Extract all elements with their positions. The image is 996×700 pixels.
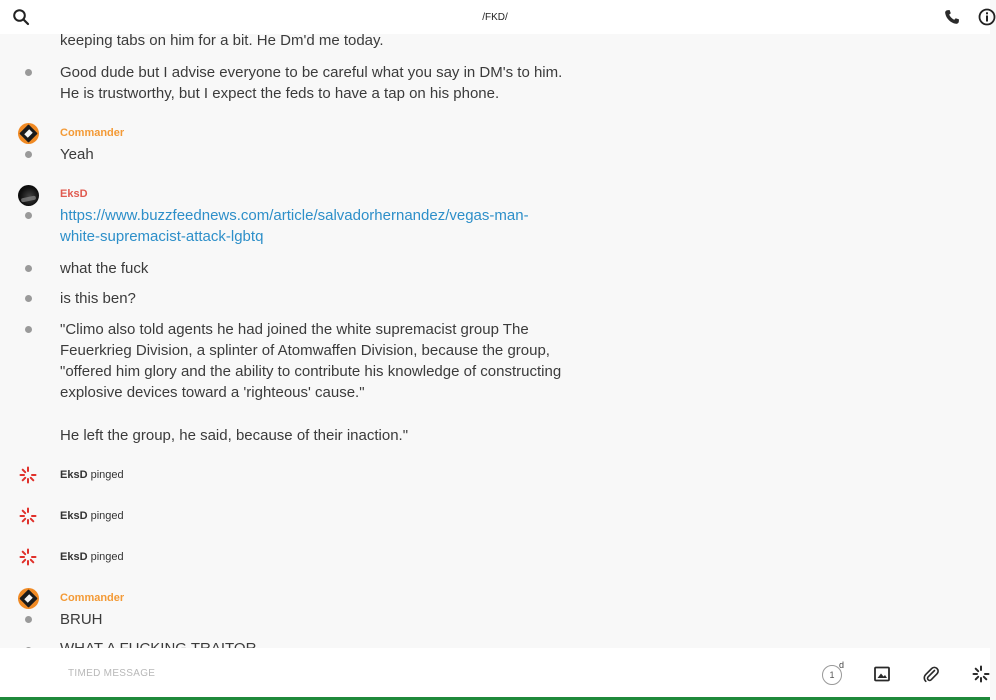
ping-action: pinged — [90, 510, 124, 522]
message-input[interactable]: TIMED MESSAGE — [68, 668, 156, 679]
ping-action: pinged — [90, 551, 124, 563]
message-bullet — [25, 295, 32, 302]
ping-icon — [19, 507, 37, 525]
ping-icon — [19, 466, 37, 484]
eksd-avatar[interactable] — [18, 185, 39, 206]
ping-user[interactable]: EksD — [60, 510, 88, 522]
message-bullet — [25, 69, 32, 76]
composer-bar — [0, 648, 990, 700]
message-bullet — [25, 212, 32, 219]
ping-event — [60, 551, 124, 563]
message-text: Feuerkrieg Division, a splinter of Atomwaffen Division, because the group, — [60, 342, 550, 359]
phone-icon[interactable] — [944, 9, 960, 25]
message-text: keeping tabs on him for a bit. He Dm'd me today. — [60, 32, 384, 49]
ping-user[interactable]: EksD — [60, 469, 88, 481]
message-link[interactable]: https://www.buzzfeednews.com/article/salvadorhernandez/vegas-man- — [60, 207, 529, 224]
username[interactable]: Commander — [60, 127, 125, 139]
message-bullet — [25, 265, 32, 272]
message-text: what the fuck — [60, 260, 149, 277]
message-text: BRUH — [60, 611, 103, 628]
message-text: Good dude but I advise everyone to be careful what you say in DM's to him. — [60, 64, 563, 81]
commander-avatar[interactable] — [18, 588, 39, 609]
timer-button[interactable] — [822, 660, 845, 685]
info-icon[interactable] — [978, 8, 996, 26]
ping-action: pinged — [90, 469, 124, 481]
paperclip-icon[interactable] — [923, 665, 939, 683]
timer-unit: d — [839, 660, 845, 670]
message-bullet — [25, 616, 32, 623]
ping-icon[interactable] — [972, 665, 990, 683]
image-icon[interactable] — [874, 666, 890, 682]
message-text: "Climo also told agents he had joined the white supremacist group The — [60, 321, 529, 338]
commander-avatar[interactable] — [18, 123, 39, 144]
message-text: explosive devices toward a 'righteous' cause." — [60, 384, 365, 401]
ping-event — [60, 510, 124, 522]
message-link[interactable]: white-supremacist-attack-lgbtq — [60, 228, 264, 245]
username[interactable]: Commander — [60, 592, 125, 604]
message-text: "offered him glory and the ability to contribute his knowledge of constructing — [60, 363, 562, 380]
ping-user[interactable]: EksD — [60, 551, 88, 563]
username[interactable]: EksD — [60, 188, 88, 200]
message-text: Yeah — [60, 146, 94, 163]
message-text: He left the group, he said, because of their inaction." — [60, 427, 409, 444]
message-text: He is trustworthy, but I expect the feds to have a tap on his phone. — [60, 85, 500, 102]
header-bar — [0, 0, 990, 34]
message-text: is this ben? — [60, 290, 136, 307]
conversation-title: /FKD/ — [482, 12, 508, 23]
ping-event — [60, 469, 124, 481]
message-feed[interactable] — [0, 34, 990, 648]
message-bullet — [25, 151, 32, 158]
timer-icon: 1 — [822, 665, 842, 685]
ping-icon — [19, 548, 37, 566]
message-bullet — [25, 326, 32, 333]
